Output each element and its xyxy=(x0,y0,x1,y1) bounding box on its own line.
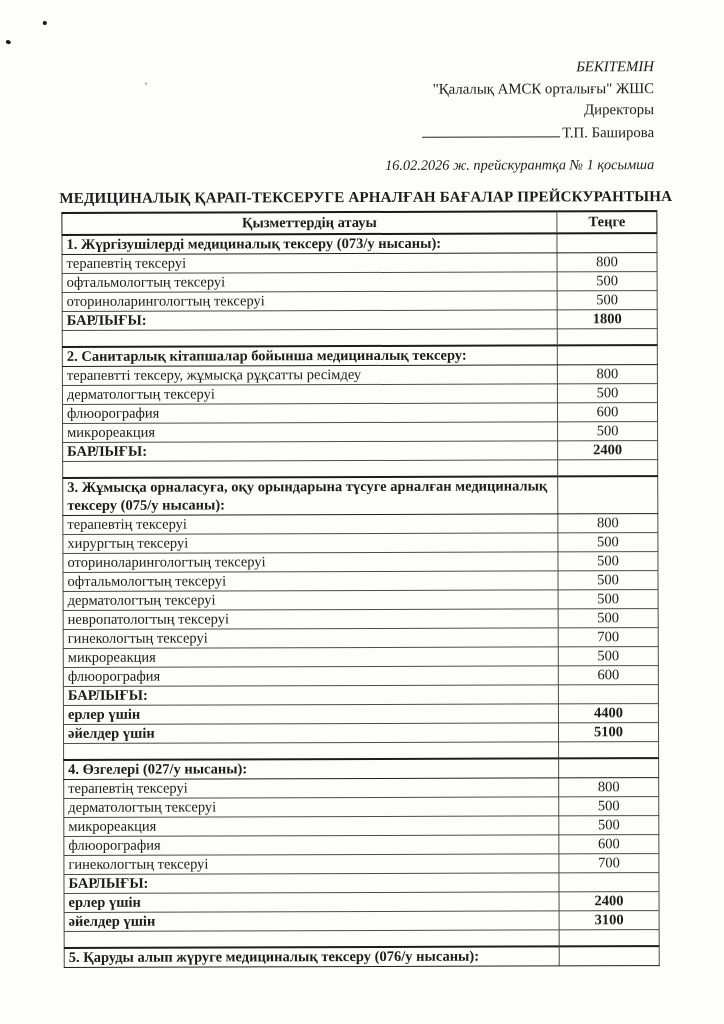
service-cell: гинекологтың тексеруі xyxy=(63,628,558,649)
table-row xyxy=(63,422,658,443)
table-row xyxy=(64,873,659,894)
price-cell xyxy=(557,329,657,346)
service-cell: БАРЛЫҒЫ: xyxy=(63,685,558,706)
table-row xyxy=(63,723,658,744)
price-cell: 500 xyxy=(557,272,657,291)
price-cell xyxy=(559,946,659,966)
price-cell: 500 xyxy=(558,533,658,552)
signature-row xyxy=(422,122,654,145)
price-cell: 1800 xyxy=(557,310,657,329)
price-column-header: Теңге xyxy=(557,211,657,233)
table-row xyxy=(62,233,657,254)
service-cell: 5. Қаруды алып жүруге медициналық тексеру (076/у нысаны): xyxy=(64,946,559,967)
price-cell: 500 xyxy=(558,571,658,590)
service-cell: оториноларингологтың тексеруі xyxy=(63,552,558,573)
service-cell: 2. Санитарлық кітапшалар бойынша медициналық тексеру: xyxy=(62,345,557,366)
service-cell: дерматологтың тексеруі xyxy=(64,797,559,818)
price-cell xyxy=(558,685,658,704)
table-row xyxy=(64,892,659,913)
table-row xyxy=(62,253,657,274)
service-cell: дерматологтың тексеруі xyxy=(63,590,558,611)
signature-line xyxy=(422,122,560,137)
price-cell xyxy=(557,233,657,253)
table-row xyxy=(62,345,657,366)
director-label: Директоры xyxy=(584,102,655,119)
service-cell: БАРЛЫҒЫ: xyxy=(64,873,559,894)
table-row xyxy=(64,854,659,875)
price-cell: 2400 xyxy=(558,441,658,460)
table-row xyxy=(63,460,658,478)
price-cell xyxy=(558,476,658,514)
table-row xyxy=(63,609,658,630)
table-row xyxy=(64,778,659,799)
price-cell: 800 xyxy=(557,365,657,384)
scan-speck xyxy=(43,21,47,25)
price-cell: 700 xyxy=(558,628,658,647)
service-cell xyxy=(62,329,557,347)
table-row xyxy=(63,647,658,668)
service-cell: БАРЛЫҒЫ: xyxy=(63,441,558,462)
service-cell: оториноларингологтың тексеруі xyxy=(62,291,557,312)
table-row xyxy=(63,628,658,649)
annex-note: 16.02.2026 ж. прейскурантқа № 1 қосымша xyxy=(385,157,655,174)
price-cell: 2400 xyxy=(559,892,659,911)
table-row xyxy=(63,441,658,462)
service-cell: ерлер үшін xyxy=(64,892,559,913)
table-row xyxy=(64,946,659,967)
service-cell: әйелдер үшін xyxy=(63,723,558,744)
price-cell: 500 xyxy=(558,609,658,628)
price-cell: 500 xyxy=(559,816,659,835)
service-cell: микрореакция xyxy=(63,422,558,443)
table-row xyxy=(64,835,659,856)
table-row xyxy=(64,797,659,818)
service-cell: 1. Жүргізушілерді медициналық тексеру (073/у нысаны): xyxy=(62,233,557,254)
service-cell: флюорография xyxy=(63,666,558,687)
table-row xyxy=(64,758,659,779)
approval-block xyxy=(422,57,654,145)
service-cell: дерматологтың тексеруі xyxy=(62,384,557,405)
price-cell: 500 xyxy=(558,552,658,571)
table-row xyxy=(63,514,658,535)
table-row xyxy=(64,930,659,948)
service-cell: офтальмологтың тексеруі xyxy=(62,272,557,293)
table-row xyxy=(63,685,658,706)
price-cell xyxy=(559,742,659,759)
table-row xyxy=(64,911,659,932)
price-cell: 800 xyxy=(559,778,659,797)
service-cell: микрореакция xyxy=(63,647,558,668)
price-cell: 800 xyxy=(557,253,657,272)
price-cell: 3100 xyxy=(559,911,659,930)
price-cell: 500 xyxy=(559,797,659,816)
table-row xyxy=(62,403,657,424)
service-cell: гинекологтың тексеруі xyxy=(64,854,559,875)
service-column-header: Қызметтердің атауы xyxy=(62,211,557,235)
table-row xyxy=(62,291,657,312)
table-row xyxy=(63,552,658,573)
table-row xyxy=(63,476,658,515)
price-cell: 600 xyxy=(558,666,658,685)
service-cell: флюорография xyxy=(62,403,557,424)
service-cell: терапевтің тексеруі xyxy=(64,778,559,799)
price-cell xyxy=(559,930,659,947)
price-cell: 500 xyxy=(558,422,658,441)
service-cell: терапевтті тексеру, жұмысқа рұқсатты ресімдеу xyxy=(62,365,557,386)
organization-name: "Қалалық АМСК орталығы" ЖШС xyxy=(432,80,655,98)
price-cell: 800 xyxy=(558,514,658,533)
scan-speck xyxy=(5,39,11,44)
service-cell xyxy=(64,742,559,760)
service-cell: хирургтың тексеруі xyxy=(63,533,558,554)
price-cell: 500 xyxy=(558,647,658,666)
service-cell: терапевтің тексеруі xyxy=(63,514,558,535)
service-cell xyxy=(64,930,559,948)
service-cell: офтальмологтың тексеруі xyxy=(63,571,558,592)
price-cell: 600 xyxy=(559,835,659,854)
price-cell xyxy=(557,345,657,365)
table-header-row xyxy=(62,211,657,235)
price-cell xyxy=(559,873,659,892)
service-cell: флюорография xyxy=(64,835,559,856)
table-row xyxy=(62,310,657,331)
price-cell: 500 xyxy=(558,590,658,609)
page-title: МЕДИЦИНАЛЫҚ ҚАРАП-ТЕКСЕРУГЕ АРНАЛҒАН БАҒАЛАР ПРЕЙСКУРАНТЫНА xyxy=(59,189,673,207)
director-name: Т.П. Баширова xyxy=(562,124,655,141)
table-row xyxy=(63,704,658,725)
table-row xyxy=(62,365,657,386)
price-cell: 500 xyxy=(557,291,657,310)
table-row xyxy=(63,533,658,554)
table-row xyxy=(63,590,658,611)
table-row xyxy=(62,272,657,293)
service-cell: 3. Жұмысқа орналасуға, оқу орындарына түсуге арналған медициналық тексеру (075/у нысаны): xyxy=(63,476,558,515)
table-row xyxy=(62,329,657,347)
scan-speck xyxy=(145,83,147,85)
service-cell: микрореакция xyxy=(64,816,559,837)
service-cell: невропатологтың тексеруі xyxy=(63,609,558,630)
price-cell: 4400 xyxy=(558,704,658,723)
price-cell xyxy=(558,460,658,477)
price-table xyxy=(61,210,659,968)
table-row xyxy=(63,571,658,592)
table-row xyxy=(62,384,657,405)
service-cell xyxy=(63,460,558,478)
table-row xyxy=(63,666,658,687)
table-row xyxy=(64,742,659,760)
price-cell xyxy=(559,758,659,778)
service-cell: ерлер үшін xyxy=(63,704,558,725)
price-cell: 500 xyxy=(557,384,657,403)
approval-word: БЕКІТЕМІН xyxy=(576,59,654,76)
price-cell: 600 xyxy=(557,403,657,422)
table-row xyxy=(64,816,659,837)
service-cell: әйелдер үшін xyxy=(64,911,559,932)
price-cell: 700 xyxy=(559,854,659,873)
service-cell: БАРЛЫҒЫ: xyxy=(62,310,557,331)
price-cell: 5100 xyxy=(558,723,658,742)
service-cell: 4. Өзгелері (027/у нысаны): xyxy=(64,758,559,779)
service-cell: терапевтің тексеруі xyxy=(62,253,557,274)
